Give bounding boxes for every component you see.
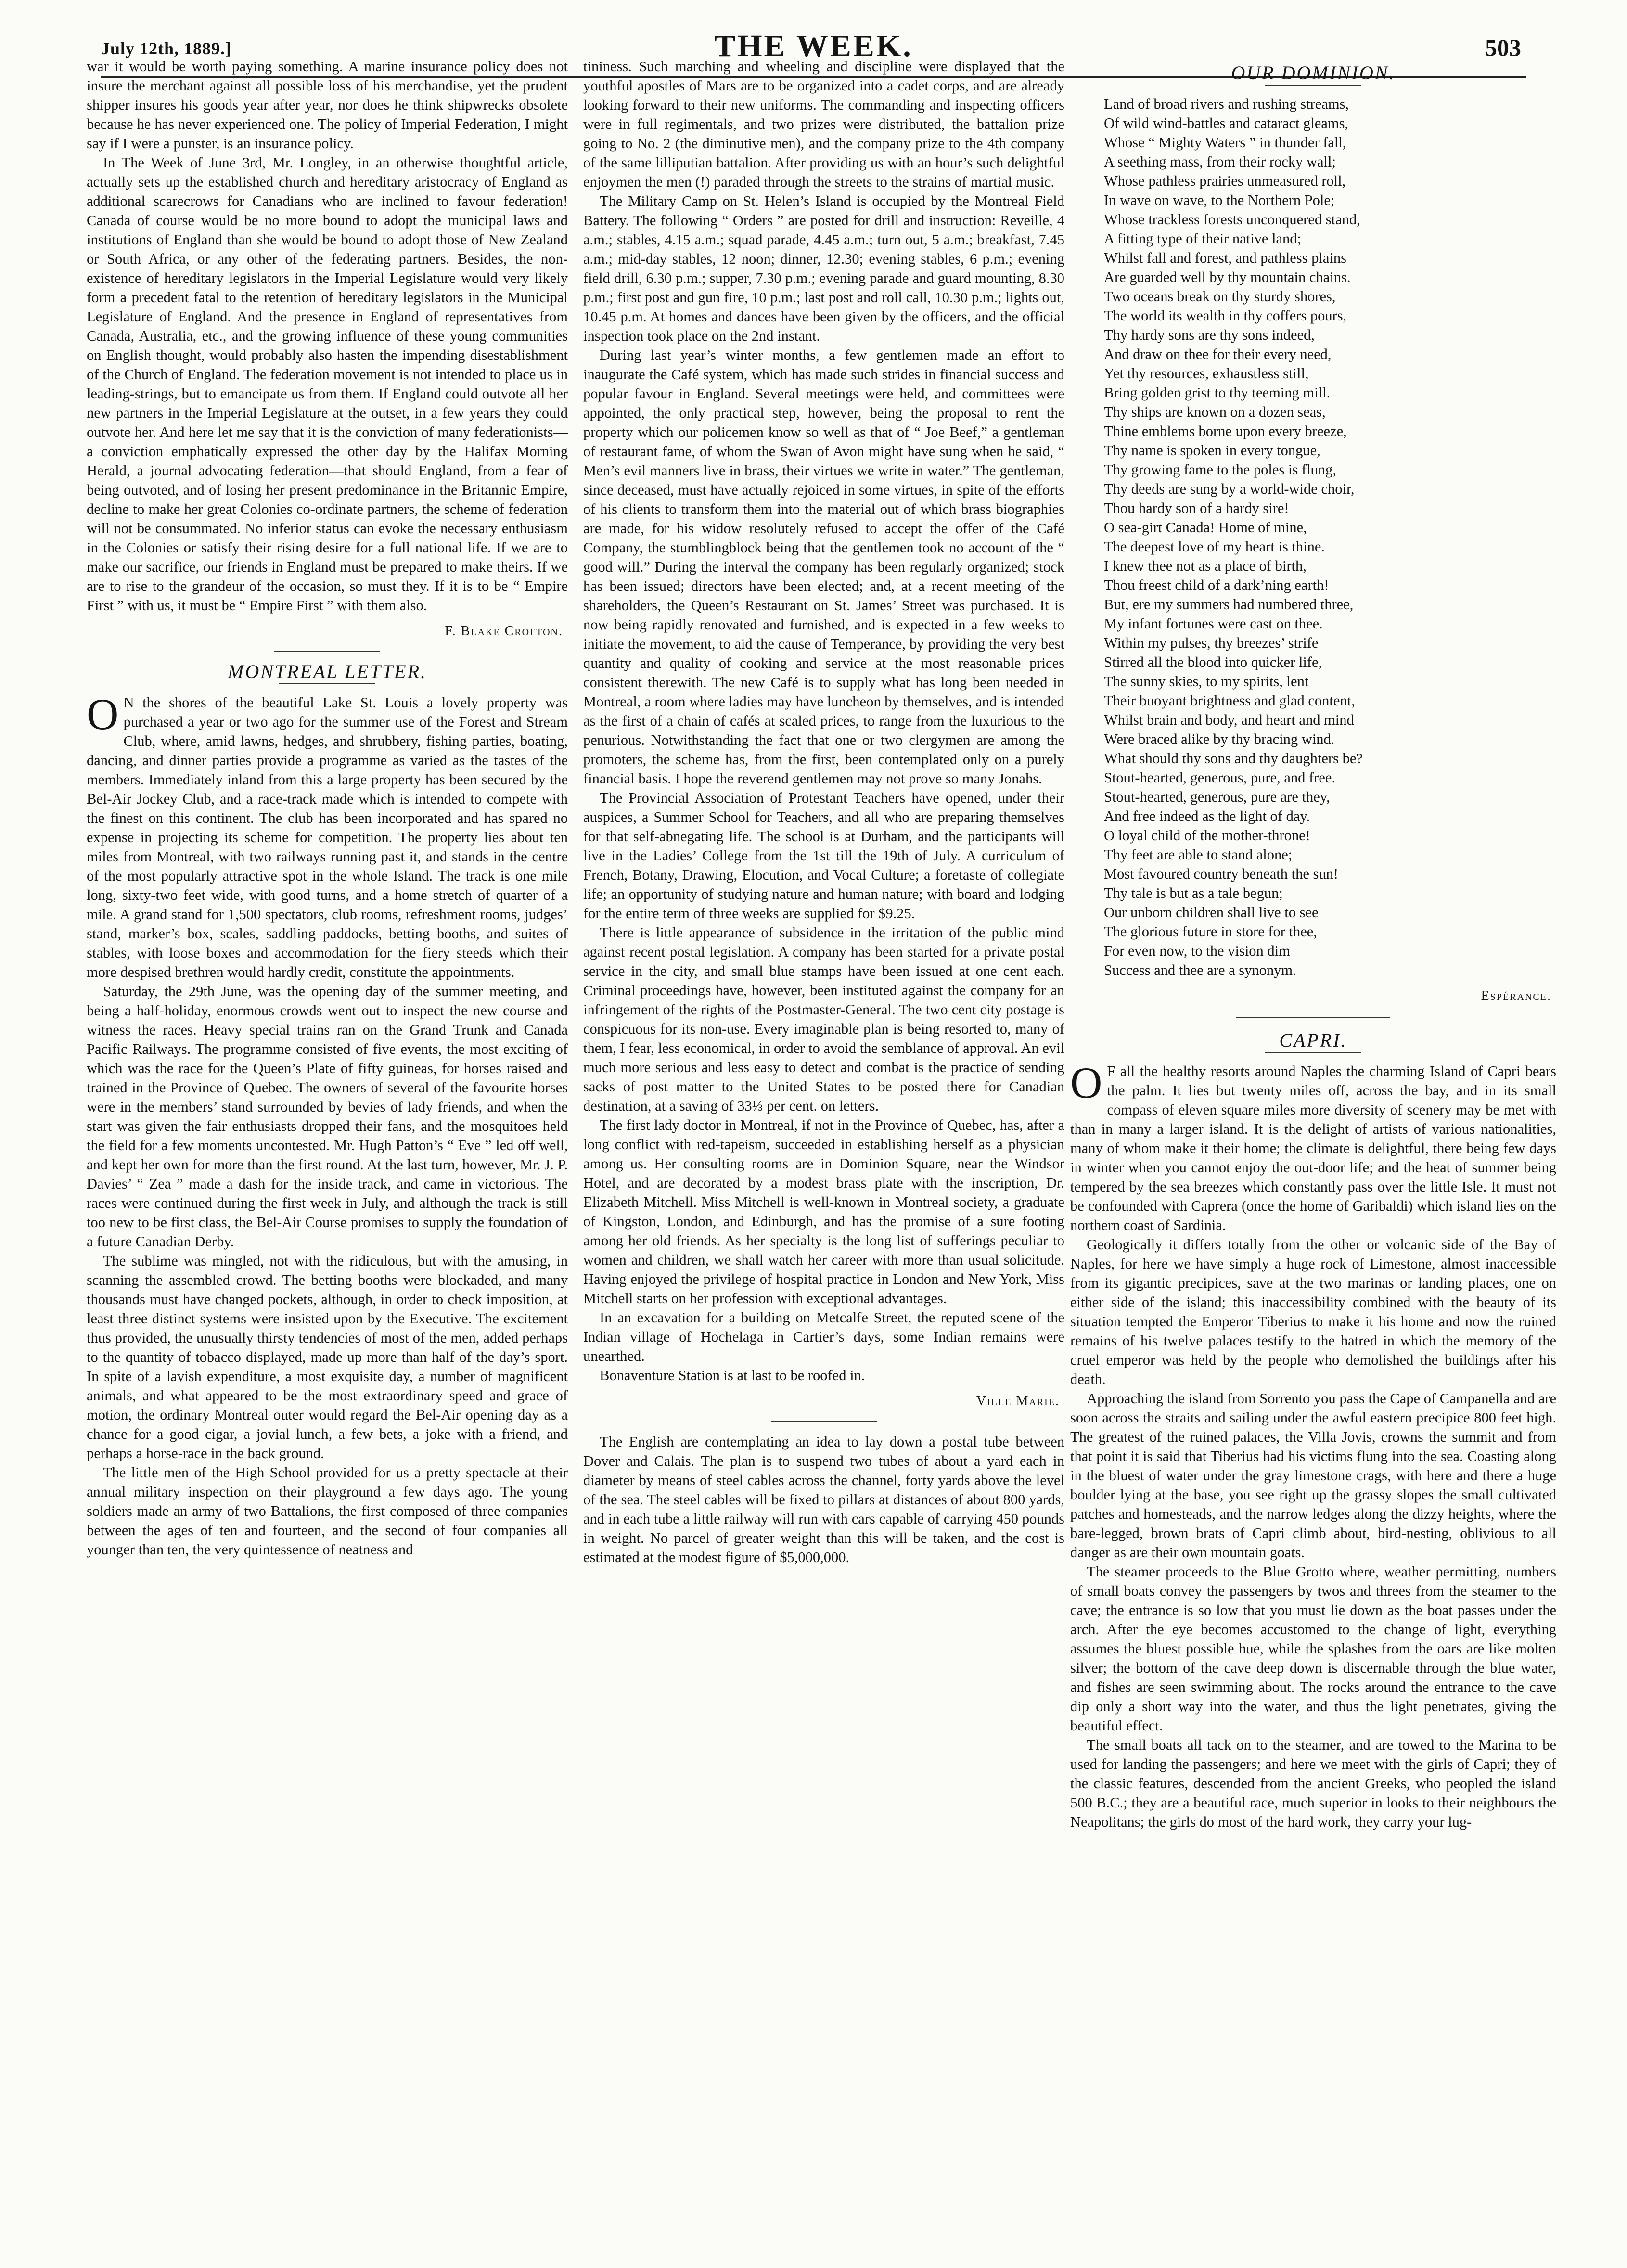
paragraph: There is little appearance of subsidence in the irritation of the public mind against recent postal legislation. A company has been started for a private postal service in the city, and small blue stamps have been issued at one cent each. Criminal proceedings have, however, been instituted against the company for an infringement of the rights of the Postmaster-General. The two cent city postage is conspicuous for its non-use. Every imaginable plan is being resorted to, many of them, I fear, less economical, in order to avoid the semblance of approval. An evil much more serious and less easy to detect and combat is the practice of sending sacks of post matter to the United States to be posted there for Canadian destination, at a saving of 33⅓ per cent. on letters.	[583, 924, 1064, 1114]
paragraph: war it would be worth paying something. A marine insurance policy does not insure the merchant against all possible loss of his merchandise, yet the prudent shipper insures his goods year after year, nor does he think shipwrecks obsolete because he has never experienced one. The policy of Imperial Federation, I might say if I were a punster, is an insurance policy.	[87, 58, 568, 152]
poem-line: Whilst brain and body, and heart and mind	[1104, 712, 1354, 728]
poem-line: Two oceans break on thy sturdy shores,	[1104, 288, 1336, 305]
drop-cap: O	[1070, 1058, 1102, 1107]
poem-line: The world its wealth in thy coffers pours,	[1104, 308, 1347, 324]
poem-line: Whilst fall and forest, and pathless plains	[1104, 250, 1346, 266]
poem-line: Were braced alike by thy bracing wind.	[1104, 731, 1335, 747]
poem-line: Stout-hearted, generous, pure, and free.	[1104, 769, 1336, 786]
poem-line: And free indeed as the light of day.	[1104, 808, 1310, 824]
poem-line: What should thy sons and thy daughters be?	[1104, 750, 1363, 767]
poem-line: In wave on wave, to the Northern Pole;	[1104, 192, 1335, 208]
poem-line: O sea-girt Canada! Home of mine,	[1104, 519, 1307, 536]
poem-line: For even now, to the vision dim	[1104, 943, 1290, 959]
poem-line: Their buoyant brightness and glad content,	[1104, 692, 1355, 709]
paragraph: Geologically it differs totally from the other or volcanic side of the Bay of Naples, for here we have simply a huge rock of Limestone, almost inaccessible from its gigantic precipices, save at the two marinas or landing places, one on either side of the island; this inaccessibility combined with the beauty of its situation tempted the Emperor Tiberius to make it his home and now the ruined remains of his twelve palaces testify to the hatred in which the memory of the cruel emperor was held by the people who demolished the buildings after his death.	[1070, 1236, 1556, 1387]
poem-line: Whose pathless prairies unmeasured roll,	[1104, 173, 1346, 189]
paragraph-text: N the shores of the beautiful Lake St. Louis a lovely property was purchased a year or two ago for the summer use of the Forest and Stream Club, where, amid lawns, hedges, and shrubbery, fishing parties, boating, dancing, and dinner parties provide a programme as varied as the tastes of the members. Immediately inland from this a large property has been secured by the Bel-Air Jockey Club, and a race-track made which is intended to compete with the finest on this continent. The club has been incorporated and has spared no expense in projecting its scheme for competition. The property lies about ten miles from Montreal, with two railways running past it, and stands in the centre of the most popularly attractive spot in the whole Island. The track is one mile long, sixty-two feet wide, with good turns, and a home stretch of quarter of a mile. A grand stand for 1,500 spectators, club rooms, refreshment rooms, judges’ stand, marker’s box, scales, saddling paddocks, betting booths, and suites of stables, with loose boxes and accommodation for the fiery steeds which their more despised brethren would hardly credit, constitute the appointments.	[87, 694, 568, 980]
paragraph: Saturday, the 29th June, was the opening day of the summer meeting, and being a half-holiday, enormous crowds went out to inspect the new course and witness the races. Heavy special trains ran on the Grand Trunk and Canada Pacific Railways. The programme consisted of five events, the most exciting of which was the race for the Queen’s Plate of fifty guineas, for horses raised and trained in the Province of Quebec. The owners of several of the favourite horses were in the members’ stand surrounded by bevies of lady friends, and when the start was given the fair enthusiasts dropped their fans, and the mosquitoes held the field for a few moments uncontested. Mr. Hugh Patton’s “ Eve ” led off well, and kept her own for more than the first round. At the last turn, however, Mr. J. P. Davies’ “ Zea ” made a dash for the inside track, and came in victorious. The races were continued during the first week in July, and although the track is still too new to be first class, the Bel-Air Course promises to supply the foundation of a future Canadian Derby.	[87, 983, 568, 1250]
poem-line: Within my pulses, thy breezes’ strife	[1104, 635, 1319, 651]
author-signature: Ville Marie.	[976, 1394, 1060, 1409]
section-heading: MONTREAL LETTER.	[228, 661, 427, 682]
poem-line: Bring golden grist to thy teeming mill.	[1104, 384, 1331, 401]
poem-line: Our unborn children shall live to see	[1104, 904, 1319, 921]
poem-line: Thy feet are able to stand alone;	[1104, 846, 1293, 863]
poem-line: Success and thee are a synonym.	[1104, 962, 1296, 978]
poem-line: A seething mass, from their rocky wall;	[1104, 154, 1336, 170]
poem-line: A fitting type of their native land;	[1104, 231, 1301, 247]
poem-line: The glorious future in store for thee,	[1104, 923, 1317, 940]
poem-line: Most favoured country beneath the sun!	[1104, 866, 1339, 882]
poem-line: Whose trackless forests unconquered stand,	[1104, 211, 1360, 228]
section-heading: CAPRI.	[1279, 1029, 1347, 1051]
section-divider	[274, 651, 380, 652]
paragraph: The English are contemplating an idea to lay down a postal tube between Dover and Calais. The plan is to suspend two tubes of about a yard each in diameter by means of steel cables across the channel, forty yards above the level of the sea. The steel cables will be fixed to pillars at distances of about 800 yards, and in each tube a little railway will run with cars capable of carrying 450 pounds in weight. No parcel of greater weight than this will be taken, and the cost is estimated at the modest figure of $5,000,000.	[583, 1434, 1064, 1565]
poem-line: Thy growing fame to the poles is flung,	[1104, 461, 1336, 478]
heading-rule	[1265, 1052, 1361, 1053]
poem-line: Whose “ Mighty Waters ” in thunder fall,	[1104, 134, 1346, 151]
masthead-title: THE WEEK.	[714, 28, 913, 64]
page-number: 503	[1485, 34, 1521, 61]
paragraph: Bonaventure Station is at last to be roofed in.	[600, 1367, 865, 1384]
author-signature: F. Blake Crofton.	[445, 624, 563, 639]
heading-rule	[279, 683, 375, 684]
poem-title: OUR DOMINION.	[1231, 62, 1396, 84]
poem-line: Thy tale is but as a tale begun;	[1104, 885, 1283, 901]
poem-line: Thy ships are known on a dozen seas,	[1104, 404, 1326, 420]
paragraph: The first lady doctor in Montreal, if not in the Province of Quebec, has, after a long conflict with red-tapeism, succeeded in establishing herself as a physician among us. Her consulting rooms are in Dominion Square, near the Windsor Hotel, and are decorated by a modest brass plate with the inscription, Dr. Elizabeth Mitchell. Miss Mitchell is well-known in Montreal society, a graduate of Kingston, London, and Edinburgh, and has the promise of a sure footing among her old friends. As her specialty is the long list of sufferings peculiar to women and children, we shall watch her career with more than usual solicitude. Having enjoyed the privilege of hospital practice in London and New York, Miss Mitchell starts on her profession with exceptional advantages.	[583, 1117, 1064, 1307]
poem-line: The deepest love of my heart is thine.	[1104, 538, 1325, 555]
poem-line: Thou freest child of a dark’ning earth!	[1104, 577, 1329, 593]
section-divider	[771, 1421, 877, 1422]
poem-line: Thou hardy son of a hardy sire!	[1104, 500, 1289, 516]
poem-line: Land of broad rivers and rushing streams,	[1104, 96, 1349, 112]
paragraph: During last year’s winter months, a few gentlemen made an effort to inaugurate the Café system, which has made such strides in financial success and popular favour in England. Several meetings were held, and committees were appointed, the only practical step, however, being the proposal to rent the property which our policemen know so well as that of “ Joe Beef,” a gentleman of restaurant fame, of whom the Swan of Avon might have sung when he said, “ Men’s evil manners live in brass, their virtues we write in water.” The gentleman, since deceased, must have actually rejoiced in some virtues, in spite of the efforts of his clients to transform them into the material out of which brass biographies are made, for his widow resolutely refused to accept the offer of the Café Company, the stumblingblock being that the gentlemen took no account of the “ good will.” During the interval the company has been regularly organized; stock has been issued; directors have been elected; and, at a recent meeting of the shareholders, the Queen’s Restaurant on St. James’ Street was purchased. It is now being rapidly renovated and furnished, and is expected in a few weeks to initiate the movement, to aid the cause of Temperance, by providing the very best quantity and quality of cooking and service at the most reasonable prices consistent therewith. The new Café is to supply what has long been needed in Montreal, a room where ladies may have luncheon by themselves, and is intended as the first of a chain of cafés at scaled prices, to range from the luxurious to the penurious. Notwithstanding the fact that one or two clergymen are among the promoters, the scheme has, from the first, been contemplated only on a purely financial basis. I hope the reverend gentlemen may not prove so many Jonahs.	[583, 347, 1064, 787]
poem-line: The sunny skies, to my spirits, lent	[1104, 673, 1309, 690]
paragraph: tininess. Such marching and wheeling and discipline were displayed that the youthful apostles of Mars are to be organized into a cadet corps, and are already looking forward to their new uniforms. The commanding and inspecting officers were in full regimentals, and two prizes were distributed, the battalion prize going to No. 2 (the diminutive men), and the company prize to the 4th company of the same lilliputian battalion. After providing us with an hour’s such delightful enjoymen the men (!) paraded through the streets to the strains of martial music.	[583, 58, 1064, 190]
poem-line: Thy hardy sons are thy sons indeed,	[1104, 327, 1315, 343]
issue-date: July 12th, 1889.]	[101, 39, 232, 58]
paragraph: In an excavation for a building on Metcalfe Street, the reputed scene of the Indian village of Hochelaga in Cartier’s days, some Indian remains were unearthed.	[583, 1309, 1064, 1364]
poem-line: I knew thee not as a place of birth,	[1104, 558, 1307, 574]
paragraph: In The Week of June 3rd, Mr. Longley, in an otherwise thoughtful article, actually sets up the established church and hereditary aristocracy of England as additional scarecrows for Canadians who are inclined to favour federation! Canada of course would be no more bound to adopt the municipal laws and institutions of England than she would be bound to adopt those of New Zealand or South Africa, or any other of the federating partners. Besides, the non-existence of hereditary legislators in the Imperial Legislature would very likely form a precedent fatal to the retention of hereditary legislators in the Municipal Legislature of England. And the presence in England of representatives from Canada, Australia, etc., and the growing influence of these young communities on English thought, would probably also hasten the impending disestablishment of the Church of England. The federation movement is not intended to place us in leading-strings, but to emancipate us from them. If England could outvote all her new partners in the Imperial Legislature at the outset, in a few years they could outvote her. And here let me say that it is the conviction of many federationists—a conviction emphatically expressed the other day by the Halifax Morning Herald, a journal advocating federation—that should England, from a fear of being outvoted, and of losing her present predominance in the Britannic Empire, decline to make her great Colonies co-ordinate partners, the scheme of federation will not be consummated. No inferior status can evoke the necessary enthusiasm in the Colonies or satisfy their rising desire for a full national life. If we are to make our sacrifice, our friends in England must be prepared to make theirs. If we are to rise to the grandeur of the occasion, so must they. If it is to be “ Empire First ” with us, it must be “ Empire First ” with them also.	[87, 154, 568, 614]
poem-line: Of wild wind-battles and cataract gleams,	[1104, 115, 1349, 131]
poem-line: Yet thy resources, exhaustless still,	[1104, 365, 1309, 382]
poem-signature: Espérance.	[1481, 988, 1551, 1003]
paragraph: The little men of the High School provided for us a pretty spectacle at their annual military inspection on their playground a few days ago. The young soldiers made an army of two Battalions, the first composed of three companies between the ages of ten and fourteen, and the second of four companies all younger than ten, the very quintessence of neatness and	[87, 1464, 568, 1558]
poem-line: Are guarded well by thy mountain chains.	[1104, 269, 1351, 285]
paragraph: The steamer proceeds to the Blue Grotto where, weather permitting, numbers of small boats convey the passengers by twos and threes from the steamer to the cave; the entrance is so low that you must lie down as the boat passes under the arch. After the eye becomes accustomed to the change of light, everything assumes the bluest possible hue, while the splashes from the oars are like molten silver; the bottom of the cave deep down is discernable through the blue water, and fishes are seen swimming about. The rocks around the entrance to the cave dip only a short way into the water, and thus the light penetrates, giving the beautiful effect.	[1070, 1563, 1556, 1734]
poem-line: Stirred all the blood into quicker life,	[1104, 654, 1322, 670]
poem-line: But, ere my summers had numbered three,	[1104, 596, 1354, 613]
column-1	[87, 57, 568, 2232]
poem-line: My infant fortunes were cast on thee.	[1104, 615, 1323, 632]
paragraph: Approaching the island from Sorrento you pass the Cape of Campanella and are soon across the straits and sailing under the awful eastern precipice 800 feet high. The greatest of the ruined palaces, the Villa Jovis, crowns the summit and from that point it is said that Tiberius had his victims flung into the sea. Coasting along in the bluest of water under the gray limestone crags, with here and there a huge boulder lying at the base, you see right up the grassy slopes the small cultivated patches and homesteads, and the narrow ledges along the dizzy heights, where the bare-legged, brown brats of Capri climb about, bird-nesting, oblivious to all danger as are their own mountain goats.	[1070, 1390, 1556, 1561]
drop-cap: O	[87, 690, 119, 739]
poem-line: Thy deeds are sung by a world-wide choir,	[1104, 481, 1355, 497]
paragraph: The sublime was mingled, not with the ridiculous, but with the amusing, in scanning the assembled crowd. The betting booths were blockaded, and many thousands must have changed pockets, although, in order to check imposition, at least three distinct systems were insisted upon by the Executive. The excitement thus provided, the unusually thirsty tendencies of most of the men, added perhaps to the quantity of tobacco displayed, made up more than half of the day’s sport. In spite of a lavish expenditure, a most exquisite day, a number of magnificent animals, and what appeared to be the most extraordinary speed and grace of motion, the ordinary Montreal outer would regard the Bel-Air opening day as a chance for a good cigar, a jovial lunch, a few bets, a joke with a friend, and perhaps a horse-race in the back ground.	[87, 1253, 568, 1461]
poem-line: O loyal child of the mother-throne!	[1104, 827, 1310, 844]
poem	[1070, 94, 1556, 980]
paragraph	[1070, 1058, 1556, 1235]
poem-line: Thine emblems borne upon every breeze,	[1104, 423, 1347, 439]
paragraph: The small boats all tack on to the steamer, and are towed to the Marina to be used for landing the passengers; and here we meet with the girls of Capri; they of the classic features, descended from the ancient Greeks, who peopled the island 500 B.C.; they are a beautiful race, much superior in looks to their neighbours the Neapolitans; the girls do most of the hard work, they carry your lug-	[1070, 1737, 1556, 1830]
column-3	[1070, 57, 1556, 2232]
poem-line: And draw on thee for their every need,	[1104, 346, 1332, 362]
paragraph: The Provincial Association of Protestant Teachers have opened, under their auspices, a Summer School for Teachers, and all who are preparing themselves for that self-abnegating life. The school is at Durham, and the participants will live in the Ladies’ College from the 1st till the 19th of July. A curriculum of French, Botany, Drawing, Elocution, and Vocal Culture; a foretaste of collegiate life; an opportunity of studying nature and human nature; with board and lodging for the entire term of three weeks are supplied for $9.25.	[583, 790, 1064, 922]
paragraph-text: F all the healthy resorts around Naples the charming Island of Capri bears the palm. It lies but twenty miles off, across the bay, and in its small compass of eleven square miles more diversity of scenery may be met with than in many a larger island. It is the delight of artists of various nationalities, many of whom make it their home; the climate is delightful, there being few days in winter when you cannot enjoy the out-door life; and the heat of summer being tempered by the sea breezes which constantly pass over the little Isle. It must not be confounded with Caprera (once the home of Garibaldi) which island lies on the northern coast of Sardinia.	[1070, 1063, 1556, 1233]
heading-rule	[1265, 85, 1361, 86]
poem-line: Stout-hearted, generous, pure are they,	[1104, 789, 1330, 805]
section-divider	[1236, 1017, 1390, 1018]
paragraph: The Military Camp on St. Helen’s Island is occupied by the Montreal Field Battery. The following “ Orders ” are posted for drill and instruction: Reveille, 4 a.m.; stables, 4.15 a.m.; squad parade, 4.45 a.m.; turn out, 5 a.m.; breakfast, 7.45 a.m.; mid-day stables, 12 noon; dinner, 12.30; evening stables, 6 p.m.; evening field drill, 6.30 p.m.; supper, 7.30 p.m.; evening parade and guard mounting, 8.30 p.m.; first post and gun fire, 10 p.m.; last post and roll call, 10.30 p.m.; lights out, 10.45 p.m. At homes and dances have been given by the officers, and the official inspection took place on the 2nd instant.	[583, 193, 1064, 344]
poem-line: Thy name is spoken in every tongue,	[1104, 442, 1320, 459]
paragraph	[87, 690, 568, 982]
column-2	[583, 57, 1064, 2232]
